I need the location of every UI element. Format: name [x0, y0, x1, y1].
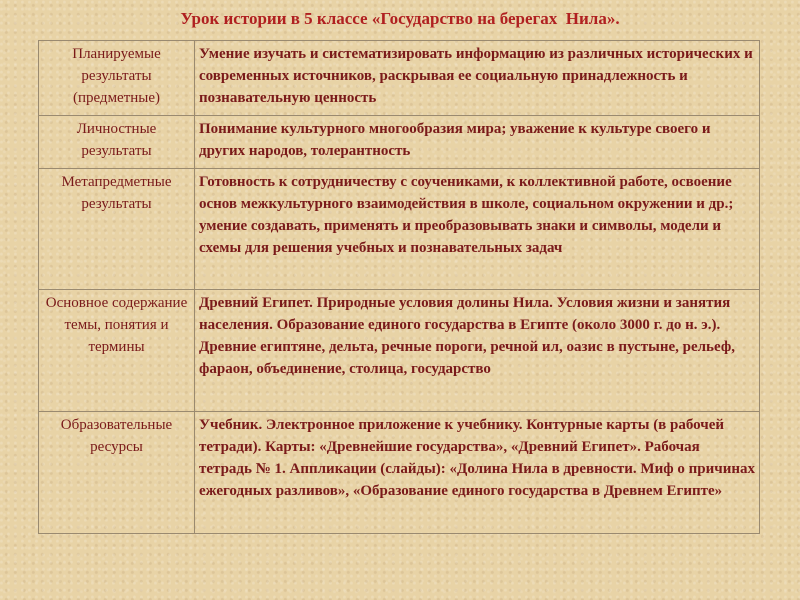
page-title: Урок истории в 5 классе «Государство на берегах Нила».	[180, 9, 620, 28]
row-label: Основное содержание темы, понятия и термины	[39, 290, 195, 412]
table-row	[39, 116, 760, 169]
row-content: Древний Египет. Природные условия долины Нила. Условия жизни и занятия населения. Образование единого государства в Египте (около 3000 г. до н. э.). Древние египтяне, дельта, речные пороги, речной ил, оазис в пустыне, рельеф, фараон, объединение, столица, государство	[195, 290, 760, 412]
row-label: Образовательные ресурсы	[39, 412, 195, 534]
row-content: Умение изучать и систематизировать информацию из различных исторических и современных источников, раскрывая ее социальную принадлежность и познавательную ценность	[195, 41, 760, 116]
row-label: Личностные результаты	[39, 116, 195, 169]
row-label: Планируемые результаты (предметные)	[39, 41, 195, 116]
table-row	[39, 412, 760, 534]
row-content: Учебник. Электронное приложение к учебнику. Контурные карты (в рабочей тетради). Карты: «Древнейшие государства», «Древний Египет». Рабочая тетрадь № 1. Аппликации (слайды): «Долина Нила в древности. Миф о причинах ежегодных разливов», «Образование единого государства в Древнем Египте»	[195, 412, 760, 534]
row-content: Готовность к сотрудничеству с соучениками, к коллективной работе, освоение основ межкультурного взаимодействия в школе, социальном окружении и др.; умение создавать, применять и преобразовывать знаки и символы, модели и схемы для решения учебных и познавательных задач	[195, 169, 760, 290]
row-label: Метапредметные результаты	[39, 169, 195, 290]
row-content: Понимание культурного многообразия мира; уважение к культуре своего и других народов, толерантность	[195, 116, 760, 169]
table-row	[39, 169, 760, 290]
lesson-table	[38, 40, 760, 534]
table-row	[39, 290, 760, 412]
table-row	[39, 41, 760, 116]
